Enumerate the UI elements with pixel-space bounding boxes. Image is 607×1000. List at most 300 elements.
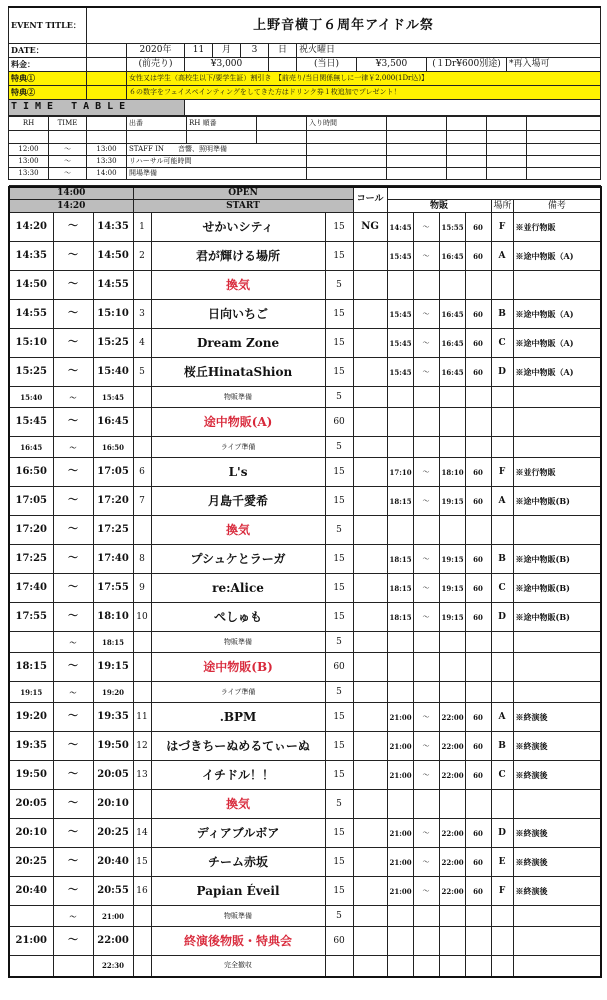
place-header: 場所 <box>491 200 513 213</box>
row-note <box>513 387 601 408</box>
row-performer-name: 物販準備 <box>151 906 325 927</box>
row-merch-separator: 〜 <box>413 819 439 848</box>
row-merch-end <box>439 437 465 458</box>
prep-row <box>9 143 601 155</box>
row-place: F <box>491 458 513 487</box>
row-performer-name: イチドル！！ <box>151 761 325 790</box>
row-merch-end: 19:15 <box>439 603 465 632</box>
row-performer-name: Papian Éveil <box>151 877 325 906</box>
row-performer-name: チーム赤坂 <box>151 848 325 877</box>
row-call <box>353 927 387 956</box>
row-start-time: 15:40 <box>9 387 53 408</box>
row-order-number: 13 <box>133 761 151 790</box>
prep-row <box>9 155 601 167</box>
row-merch-minutes <box>465 906 491 927</box>
row-merch-start <box>387 653 413 682</box>
row-performer-name: ライブ準備 <box>151 682 325 703</box>
row-place <box>491 271 513 300</box>
row-order-number <box>133 408 151 437</box>
col-performer: 出番 <box>127 116 187 130</box>
timetable-row <box>9 213 601 242</box>
row-merch-minutes: 60 <box>465 877 491 906</box>
row-call: NG <box>353 213 387 242</box>
row-merch-start <box>387 632 413 653</box>
row-note <box>513 437 601 458</box>
row-merch-minutes: 60 <box>465 848 491 877</box>
row-merch-separator <box>413 437 439 458</box>
row-merch-start <box>387 437 413 458</box>
row-performer-name: 途中物販(B) <box>151 653 325 682</box>
timetable-row <box>9 437 601 458</box>
row-note: ※終演後 <box>513 877 601 906</box>
row-end-time: 15:45 <box>93 387 133 408</box>
perk2-text: ６の数字をフェイスペインティングをしてきた方はドリンク券１枚追加でプレゼント！ <box>127 85 601 99</box>
row-order-number: 7 <box>133 487 151 516</box>
row-performer-name: 換気 <box>151 516 325 545</box>
row-end-time: 14:50 <box>93 242 133 271</box>
row-call <box>353 487 387 516</box>
row-separator: 〜 <box>53 603 93 632</box>
prep-start: 13:30 <box>9 167 49 179</box>
row-call <box>353 906 387 927</box>
date-day-unit: 日 <box>269 43 297 57</box>
row-end-time: 18:10 <box>93 603 133 632</box>
row-merch-start <box>387 956 413 977</box>
row-duration: 5 <box>325 437 353 458</box>
date-month: 11 <box>185 43 213 57</box>
row-place: B <box>491 732 513 761</box>
row-note: ※終演後 <box>513 703 601 732</box>
row-separator: 〜 <box>53 271 93 300</box>
row-note <box>513 271 601 300</box>
row-separator: 〜 <box>53 516 93 545</box>
row-merch-start: 14:45 <box>387 213 413 242</box>
row-merch-start <box>387 927 413 956</box>
timetable-row <box>9 545 601 574</box>
row-performer-name: 日向いちご <box>151 300 325 329</box>
row-merch-minutes <box>465 956 491 977</box>
row-order-number <box>133 653 151 682</box>
row-merch-minutes: 60 <box>465 358 491 387</box>
row-merch-minutes: 60 <box>465 703 491 732</box>
row-merch-minutes: 60 <box>465 761 491 790</box>
row-merch-end <box>439 632 465 653</box>
row-place <box>491 632 513 653</box>
row-start-time: 17:20 <box>9 516 53 545</box>
timetable-row <box>9 877 601 906</box>
timetable-row <box>9 574 601 603</box>
row-call <box>353 300 387 329</box>
row-order-number: 10 <box>133 603 151 632</box>
row-note <box>513 906 601 927</box>
row-note: ※終演後 <box>513 732 601 761</box>
row-end-time: 22:30 <box>93 956 133 977</box>
timetable-sheet <box>8 6 600 992</box>
row-call <box>353 408 387 437</box>
row-order-number <box>133 906 151 927</box>
row-place <box>491 387 513 408</box>
prep-sep: 〜 <box>49 167 87 179</box>
timetable-row <box>9 653 601 682</box>
row-end-time: 20:55 <box>93 877 133 906</box>
row-place: C <box>491 574 513 603</box>
row-order-number: 1 <box>133 213 151 242</box>
row-start-time: 19:15 <box>9 682 53 703</box>
row-separator: 〜 <box>53 487 93 516</box>
row-duration: 60 <box>325 653 353 682</box>
row-end-time: 16:45 <box>93 408 133 437</box>
row-note: ※途中物販(B) <box>513 603 601 632</box>
row-duration: 5 <box>325 906 353 927</box>
row-start-time: 20:10 <box>9 819 53 848</box>
row-separator: 〜 <box>53 458 93 487</box>
event-title: 上野音横丁６周年アイドル祭 <box>87 7 601 43</box>
row-separator <box>53 956 93 977</box>
row-separator: 〜 <box>53 632 93 653</box>
row-performer-name: ディアブルボア <box>151 819 325 848</box>
row-end-time: 19:50 <box>93 732 133 761</box>
row-duration: 15 <box>325 300 353 329</box>
row-call <box>353 516 387 545</box>
row-order-number <box>133 271 151 300</box>
row-end-time: 21:00 <box>93 906 133 927</box>
row-duration: 15 <box>325 358 353 387</box>
row-merch-separator: 〜 <box>413 848 439 877</box>
row-merch-separator <box>413 790 439 819</box>
row-merch-separator <box>413 682 439 703</box>
timetable-row <box>9 603 601 632</box>
row-merch-minutes <box>465 790 491 819</box>
row-separator: 〜 <box>53 819 93 848</box>
col-time: TIME <box>49 116 87 130</box>
row-merch-end: 16:45 <box>439 242 465 271</box>
row-merch-end: 22:00 <box>439 877 465 906</box>
row-merch-start <box>387 682 413 703</box>
row-call <box>353 545 387 574</box>
prep-sep: 〜 <box>49 143 87 155</box>
row-end-time: 22:00 <box>93 927 133 956</box>
row-note: ※途中物販（A) <box>513 329 601 358</box>
open-time: 14:00 <box>9 187 133 200</box>
timetable-row <box>9 408 601 437</box>
row-merch-minutes: 60 <box>465 242 491 271</box>
prep-sep: 〜 <box>49 155 87 167</box>
row-merch-start: 15:45 <box>387 300 413 329</box>
row-merch-minutes <box>465 387 491 408</box>
prep-text: リハーサル可能時間 <box>127 155 307 167</box>
row-start-time: 20:25 <box>9 848 53 877</box>
row-end-time: 19:35 <box>93 703 133 732</box>
row-start-time: 14:20 <box>9 213 53 242</box>
row-end-time: 14:35 <box>93 213 133 242</box>
timetable-label: TIME TABLE <box>9 99 185 115</box>
fee-label: 料金： <box>9 57 87 71</box>
advance-price: ¥3,000 <box>185 57 269 71</box>
row-merch-end <box>439 653 465 682</box>
timetable-row <box>9 848 601 877</box>
row-duration: 15 <box>325 819 353 848</box>
row-performer-name: Dream Zone <box>151 329 325 358</box>
row-duration: 15 <box>325 732 353 761</box>
date-weekday: 祝火曜日 <box>297 43 601 57</box>
row-merch-start: 18:15 <box>387 603 413 632</box>
row-order-number: 11 <box>133 703 151 732</box>
timetable-row <box>9 956 601 977</box>
row-merch-separator: 〜 <box>413 329 439 358</box>
row-merch-minutes: 60 <box>465 487 491 516</box>
row-order-number <box>133 956 151 977</box>
row-note: ※途中物販（A) <box>513 358 601 387</box>
row-note <box>513 927 601 956</box>
row-separator: 〜 <box>53 877 93 906</box>
row-duration: 15 <box>325 603 353 632</box>
row-call <box>353 848 387 877</box>
row-order-number <box>133 927 151 956</box>
row-duration: 5 <box>325 790 353 819</box>
row-merch-start: 18:15 <box>387 545 413 574</box>
prep-text: STAFF IN 音響、照明準備 <box>127 143 307 155</box>
row-order-number: 15 <box>133 848 151 877</box>
row-end-time: 17:40 <box>93 545 133 574</box>
row-start-time: 14:55 <box>9 300 53 329</box>
row-note <box>513 408 601 437</box>
row-merch-start <box>387 516 413 545</box>
row-merch-separator: 〜 <box>413 458 439 487</box>
drink-note: (１Dr¥600別途) <box>427 57 507 71</box>
row-merch-start <box>387 271 413 300</box>
timetable-row <box>9 516 601 545</box>
timetable-row <box>9 761 601 790</box>
row-merch-separator: 〜 <box>413 574 439 603</box>
row-duration: 15 <box>325 213 353 242</box>
row-note <box>513 956 601 977</box>
row-merch-minutes: 60 <box>465 458 491 487</box>
row-place: D <box>491 358 513 387</box>
row-merch-minutes <box>465 682 491 703</box>
row-order-number: 14 <box>133 819 151 848</box>
row-merch-end: 15:55 <box>439 213 465 242</box>
timetable-row <box>9 271 601 300</box>
row-performer-name: 途中物販(A) <box>151 408 325 437</box>
row-merch-end: 22:00 <box>439 732 465 761</box>
row-merch-start: 21:00 <box>387 732 413 761</box>
row-start-time: 16:50 <box>9 458 53 487</box>
row-end-time: 16:50 <box>93 437 133 458</box>
row-merch-separator <box>413 653 439 682</box>
row-order-number <box>133 516 151 545</box>
row-performer-name: はづきちーぬめるてぃーぬ <box>151 732 325 761</box>
timetable-row <box>9 732 601 761</box>
row-note: ※途中物販（A) <box>513 300 601 329</box>
row-end-time: 19:20 <box>93 682 133 703</box>
row-call <box>353 329 387 358</box>
row-merch-separator <box>413 516 439 545</box>
row-duration <box>325 956 353 977</box>
row-start-time: 17:25 <box>9 545 53 574</box>
open-label: OPEN <box>133 187 353 200</box>
row-note <box>513 790 601 819</box>
row-start-time: 19:35 <box>9 732 53 761</box>
row-merch-separator <box>413 408 439 437</box>
row-start-time: 20:40 <box>9 877 53 906</box>
col-rh-order: RH 順番 <box>187 116 257 130</box>
row-separator: 〜 <box>53 761 93 790</box>
row-end-time: 20:25 <box>93 819 133 848</box>
row-separator: 〜 <box>53 545 93 574</box>
col-rh: RH <box>9 116 49 130</box>
event-title-label: EVENT TITLE： <box>9 7 87 43</box>
row-separator: 〜 <box>53 213 93 242</box>
row-merch-start: 18:15 <box>387 487 413 516</box>
row-performer-name: 月島千愛希 <box>151 487 325 516</box>
row-performer-name: .BPM <box>151 703 325 732</box>
row-merch-separator: 〜 <box>413 358 439 387</box>
row-merch-separator: 〜 <box>413 761 439 790</box>
row-order-number: 12 <box>133 732 151 761</box>
timetable-row <box>9 329 601 358</box>
note-header: 備考 <box>513 200 601 213</box>
row-merch-end: 19:15 <box>439 545 465 574</box>
row-separator: 〜 <box>53 848 93 877</box>
row-start-time: 16:45 <box>9 437 53 458</box>
row-place <box>491 653 513 682</box>
row-separator: 〜 <box>53 242 93 271</box>
row-note <box>513 682 601 703</box>
row-separator: 〜 <box>53 574 93 603</box>
row-performer-name: 物販準備 <box>151 387 325 408</box>
row-note: ※並行物販 <box>513 458 601 487</box>
row-performer-name: re:Alice <box>151 574 325 603</box>
row-merch-end: 18:10 <box>439 458 465 487</box>
row-order-number <box>133 437 151 458</box>
row-order-number: 5 <box>133 358 151 387</box>
row-start-time <box>9 632 53 653</box>
row-merch-end <box>439 516 465 545</box>
row-merch-minutes: 60 <box>465 603 491 632</box>
row-performer-name: せかいシティ <box>151 213 325 242</box>
merch-header: 物販 <box>387 200 491 213</box>
row-call <box>353 732 387 761</box>
row-separator: 〜 <box>53 408 93 437</box>
row-merch-minutes: 60 <box>465 574 491 603</box>
row-merch-minutes <box>465 408 491 437</box>
date-label: DATE： <box>9 43 87 57</box>
row-merch-separator: 〜 <box>413 487 439 516</box>
row-call <box>353 437 387 458</box>
row-start-time: 15:10 <box>9 329 53 358</box>
row-end-time: 17:05 <box>93 458 133 487</box>
row-separator: 〜 <box>53 329 93 358</box>
row-merch-start <box>387 906 413 927</box>
start-label: START <box>133 200 353 213</box>
row-call <box>353 574 387 603</box>
row-merch-separator <box>413 927 439 956</box>
door-price: ¥3,500 <box>357 57 427 71</box>
row-separator: 〜 <box>53 387 93 408</box>
row-duration: 60 <box>325 408 353 437</box>
row-call <box>353 271 387 300</box>
row-note <box>513 516 601 545</box>
row-place <box>491 790 513 819</box>
row-end-time: 20:40 <box>93 848 133 877</box>
row-duration: 15 <box>325 329 353 358</box>
row-merch-separator: 〜 <box>413 545 439 574</box>
row-note: ※並行物販 <box>513 213 601 242</box>
row-end-time: 20:05 <box>93 761 133 790</box>
row-merch-end: 16:45 <box>439 358 465 387</box>
row-merch-end <box>439 927 465 956</box>
row-merch-minutes: 60 <box>465 545 491 574</box>
row-start-time: 19:50 <box>9 761 53 790</box>
row-order-number: 4 <box>133 329 151 358</box>
row-place <box>491 927 513 956</box>
timetable-row <box>9 242 601 271</box>
row-merch-end <box>439 387 465 408</box>
row-place <box>491 516 513 545</box>
row-merch-start: 15:45 <box>387 358 413 387</box>
row-call <box>353 242 387 271</box>
row-duration: 15 <box>325 574 353 603</box>
row-end-time: 17:25 <box>93 516 133 545</box>
row-duration: 5 <box>325 271 353 300</box>
row-start-time: 17:40 <box>9 574 53 603</box>
row-merch-separator <box>413 387 439 408</box>
timetable-row <box>9 300 601 329</box>
timetable-row <box>9 487 601 516</box>
row-call <box>353 387 387 408</box>
row-merch-end: 22:00 <box>439 848 465 877</box>
row-performer-name: ライブ準備 <box>151 437 325 458</box>
row-merch-minutes: 60 <box>465 329 491 358</box>
timetable-row <box>9 458 601 487</box>
row-duration: 15 <box>325 545 353 574</box>
row-merch-end: 16:45 <box>439 300 465 329</box>
row-merch-end: 19:15 <box>439 487 465 516</box>
row-order-number: 8 <box>133 545 151 574</box>
row-merch-minutes: 60 <box>465 732 491 761</box>
perk1-label: 特典① <box>9 71 87 85</box>
row-start-time: 14:50 <box>9 271 53 300</box>
row-separator: 〜 <box>53 358 93 387</box>
reentry-note: *再入場可 <box>507 57 601 71</box>
perk1-text: 女性又は学生（高校生以下/要学生証）割引き 【前売り/当日関係無しに一律￥2,000(1Dr込)】 <box>127 71 601 85</box>
row-place: F <box>491 877 513 906</box>
row-call <box>353 358 387 387</box>
row-place <box>491 956 513 977</box>
row-merch-start: 21:00 <box>387 703 413 732</box>
row-place: C <box>491 329 513 358</box>
row-merch-end <box>439 682 465 703</box>
row-merch-separator: 〜 <box>413 242 439 271</box>
row-merch-start: 15:45 <box>387 329 413 358</box>
row-merch-end <box>439 408 465 437</box>
timetable-row <box>9 358 601 387</box>
row-duration: 5 <box>325 632 353 653</box>
row-separator: 〜 <box>53 927 93 956</box>
row-performer-name: 物販準備 <box>151 632 325 653</box>
row-end-time: 15:10 <box>93 300 133 329</box>
row-merch-separator: 〜 <box>413 732 439 761</box>
prep-row <box>9 167 601 179</box>
row-merch-separator: 〜 <box>413 300 439 329</box>
row-end-time: 18:15 <box>93 632 133 653</box>
row-duration: 15 <box>325 877 353 906</box>
row-start-time: 14:35 <box>9 242 53 271</box>
row-order-number: 6 <box>133 458 151 487</box>
prep-text: 開場準備 <box>127 167 307 179</box>
row-merch-start: 21:00 <box>387 848 413 877</box>
row-merch-minutes <box>465 653 491 682</box>
